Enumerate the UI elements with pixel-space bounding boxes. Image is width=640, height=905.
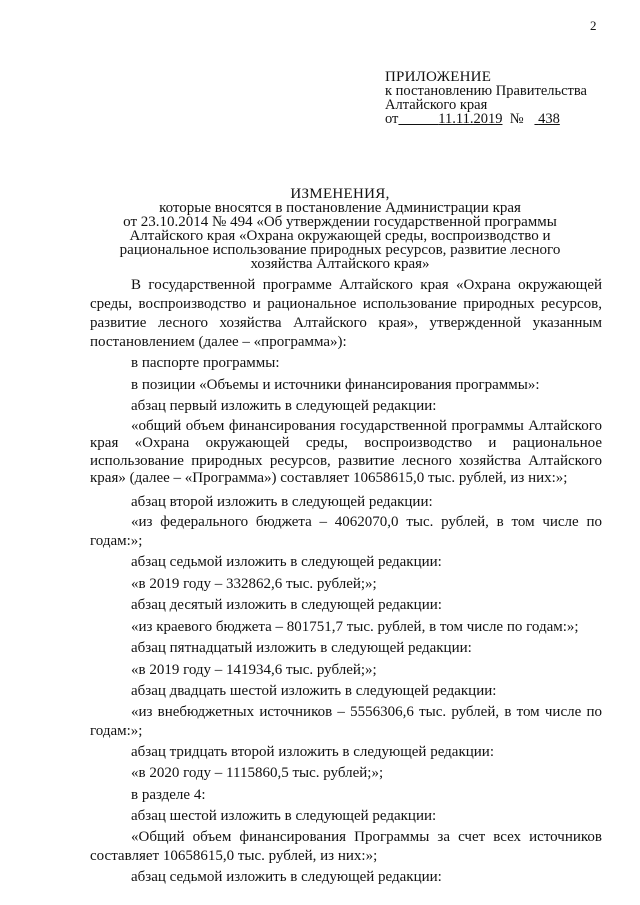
paragraph: в позиции «Объемы и источники финансирования программы»: (131, 376, 540, 393)
paragraph: «из краевого бюджета – 801751,7 тыс. рублей, в том числе по годам:»; (131, 618, 579, 635)
paragraph: абзац первый изложить в следующей редакции: (131, 398, 437, 414)
heading-line: хозяйства Алтайского края» (250, 256, 430, 272)
paragraph: абзац седьмой изложить в следующей редакции: (131, 868, 442, 885)
paragraph: в паспорте программы: (131, 355, 280, 371)
appendix-date-number-line (385, 112, 587, 126)
paragraph: абзац двадцать шестой изложить в следующей редакции: (131, 683, 497, 699)
paragraph: «Общий объем финансирования Программы за счет всех источников составляет 10658615,0 тыс. рублей, из них:»; (90, 828, 602, 864)
paragraph: абзац седьмой изложить в следующей редакции: (131, 554, 442, 570)
paragraph: абзац десятый изложить в следующей редакции: (131, 597, 442, 613)
paragraph: «из внебюджетных источников – 5556306,6 тыс. рублей, в том числе по годам:»; (90, 703, 602, 739)
paragraph: абзац шестой изложить в следующей редакции: (131, 808, 437, 824)
page-number: 2 (590, 18, 597, 33)
paragraph: «в 2019 году – 141934,6 тыс. рублей;»; (131, 661, 377, 678)
appendix-resolution-line: к постановлению Правительства (385, 83, 587, 99)
paragraph: «общий объем финансирования государственной программы Алтайского края «Охрана окружающей среды, воспроизводство и рациональное использование природных ресурсов, развитие лесного хозяйства Алтайского края» (далее – «Программа») составляет 10658615,0 тыс. рублей, из них:»; (90, 417, 602, 486)
date-prefix: от (385, 111, 399, 127)
paragraph: абзац пятнадцатый изложить в следующей редакции: (131, 640, 472, 656)
heading-line: рациональное использование природных ресурсов, развитие лесного (119, 242, 561, 258)
number-value: 438 (538, 111, 560, 127)
paragraph: абзац второй изложить в следующей редакции: (131, 493, 433, 510)
date-value: 11.11.2019 (438, 111, 503, 127)
paragraph: «в 2020 году – 1115860,5 тыс. рублей;»; (131, 765, 384, 781)
paragraph: абзац тридцать второй изложить в следующей редакции: (131, 743, 494, 760)
document-body (90, 276, 602, 888)
heading-title: ИЗМЕНЕНИЯ, (290, 186, 390, 202)
paragraph: В государственной программе Алтайского края «Охрана окружающей среды, воспроизводство и рациональное использование природных ресурсов, развитие лесного хозяйства Алтайского края», утвержденной указанным постановлением (далее – «программа»): (90, 277, 602, 350)
appendix-block (385, 70, 587, 126)
paragraph: «из федерального бюджета – 4062070,0 тыс. рублей, в том числе по годам:»; (90, 514, 602, 549)
appendix-region-line: Алтайского края (385, 97, 488, 113)
paragraph: в разделе 4: (131, 786, 206, 803)
appendix-title: ПРИЛОЖЕНИЕ (385, 69, 492, 85)
number-label: № (509, 111, 524, 127)
paragraph: «в 2019 году – 332862,6 тыс. рублей;»; (131, 575, 377, 592)
heading-line: Алтайского края «Охрана окружающей среды, воспроизводство и (129, 228, 551, 244)
heading-line: от 23.10.2014 № 494 «Об утверждении государственной программы (123, 214, 557, 230)
heading-line: которые вносятся в постановление Администрации края (159, 200, 521, 216)
document-heading (110, 187, 570, 271)
